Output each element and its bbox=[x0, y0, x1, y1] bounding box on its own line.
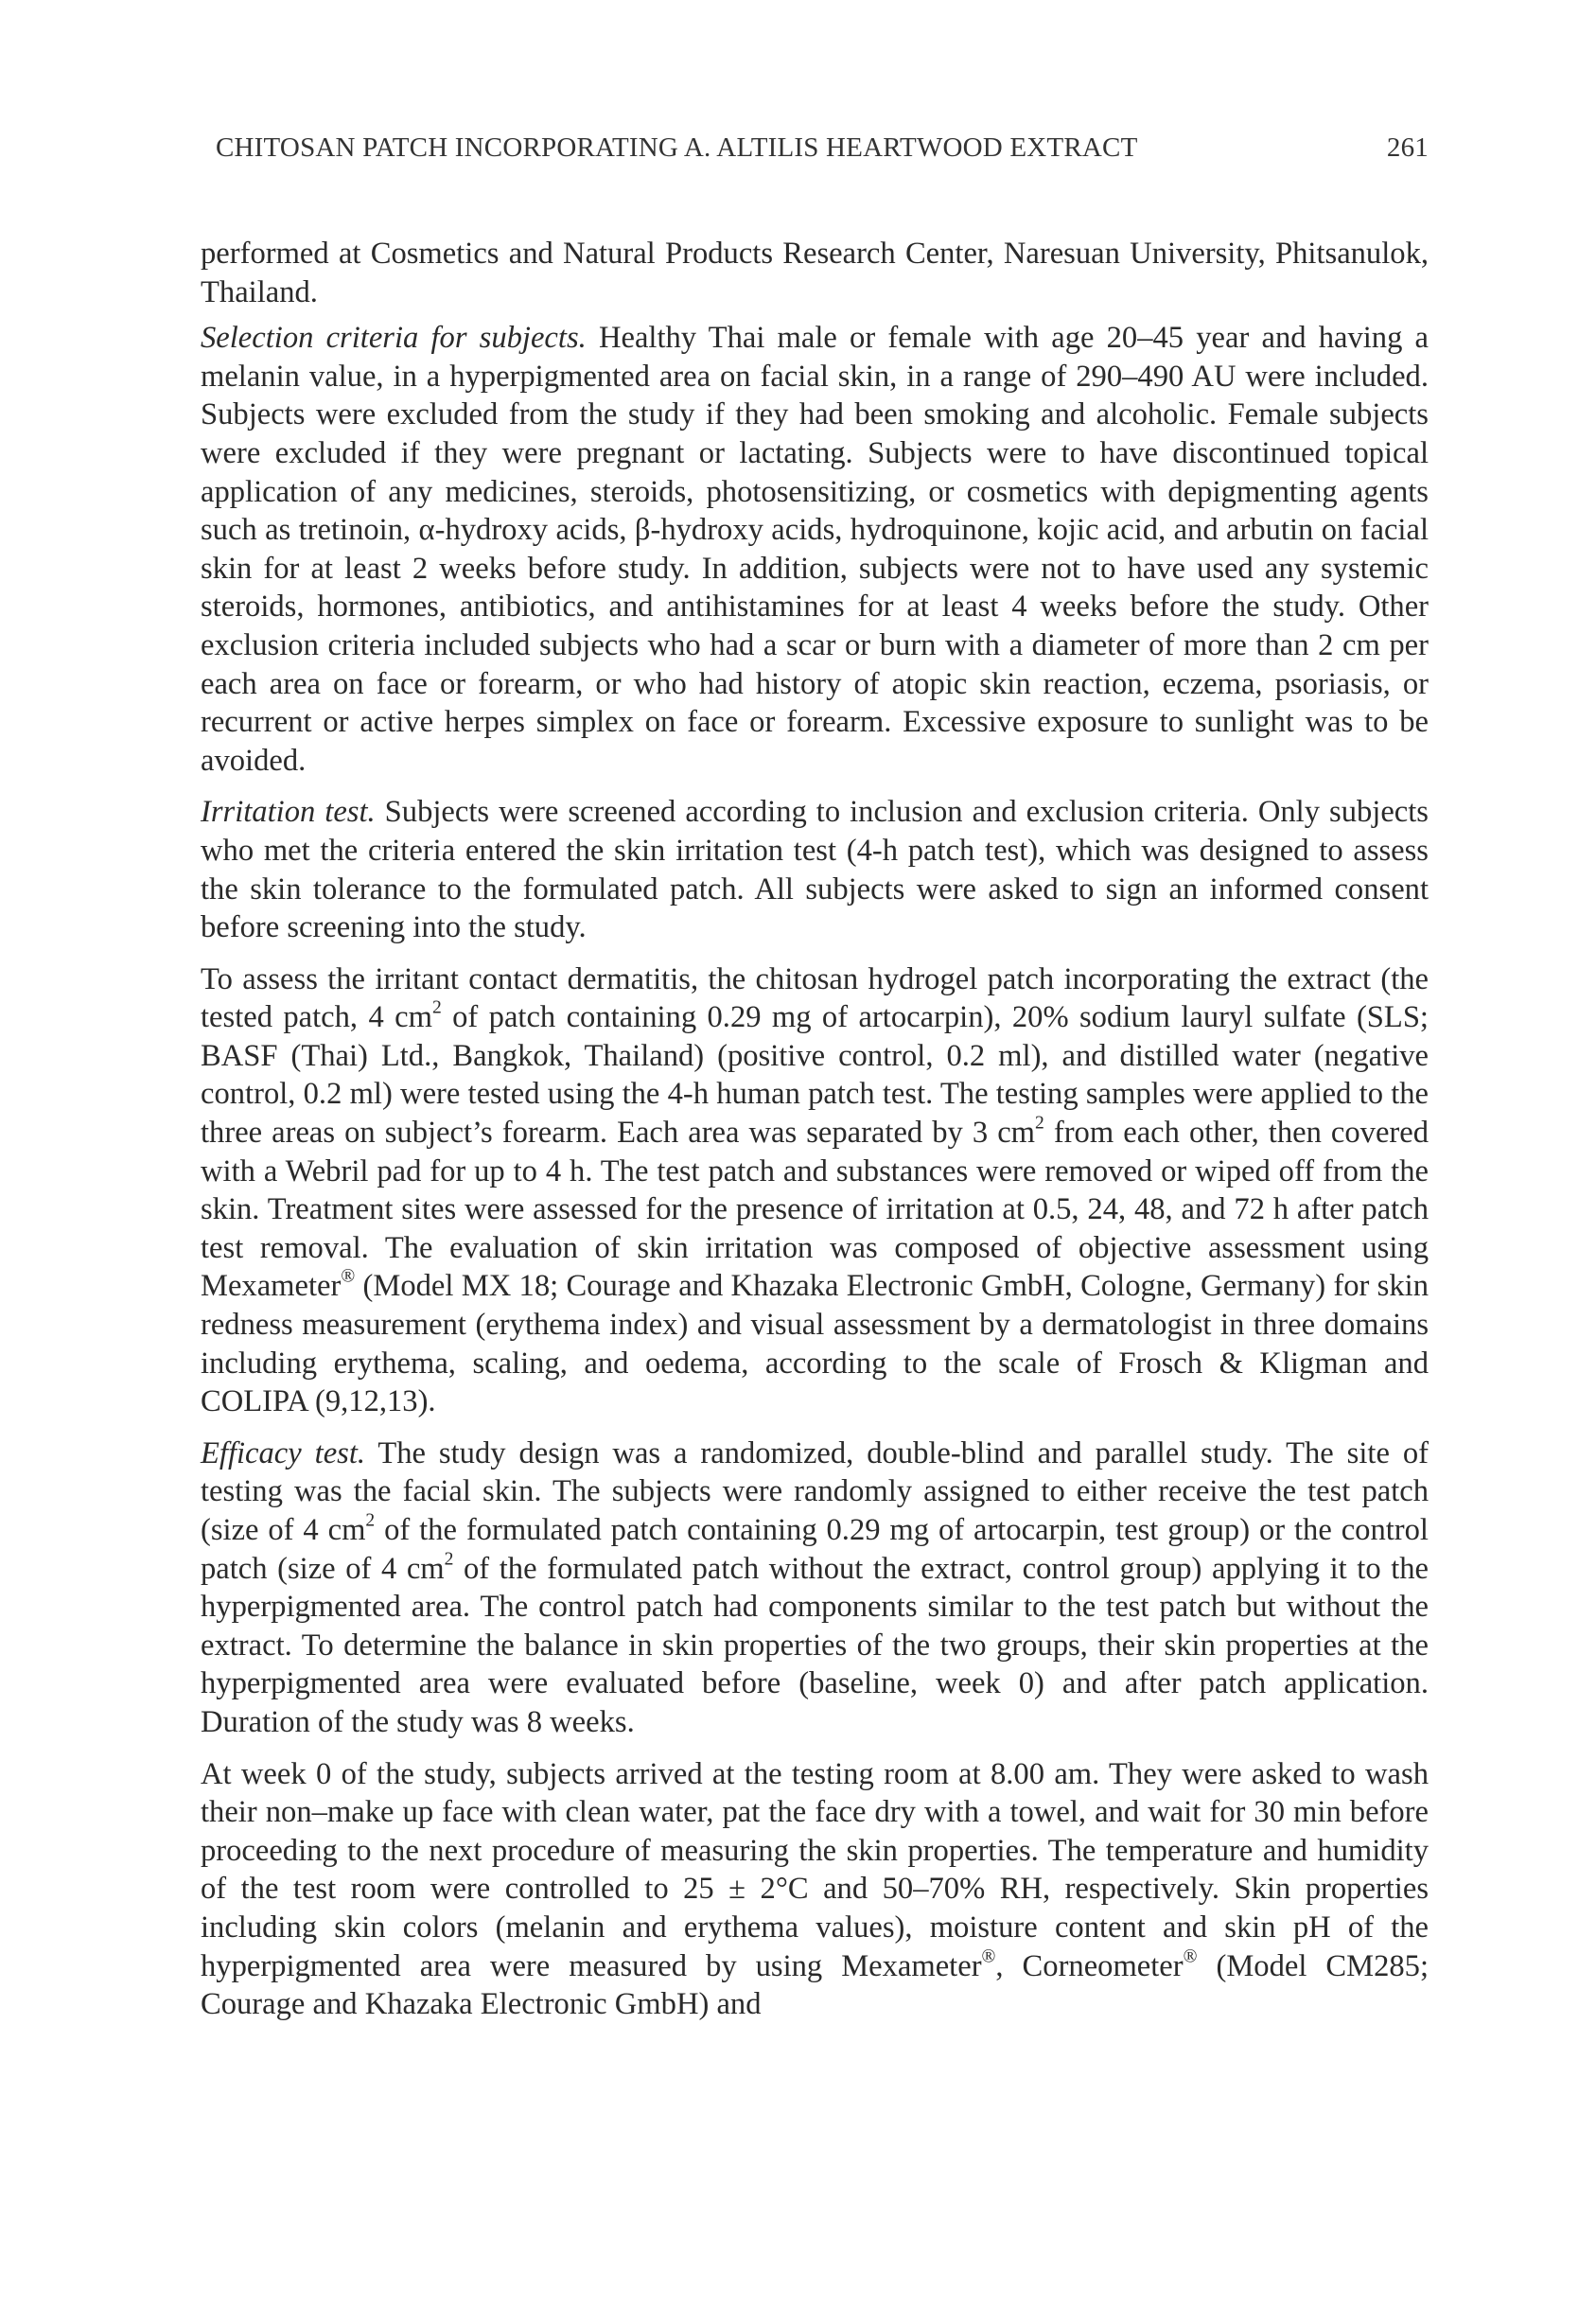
paragraph-text: , Corneometer bbox=[995, 1948, 1184, 1983]
paragraph-text: At week 0 of the study, subjects arrived at the testing room at 8.00 am. They were asked to wash their non–make up face with clean water, pat the face dry with a towel, and wait for 30 min before proceeding to the next procedure of measuring the skin properties. The temperature and humidity of the test room were controlled to 25 ± 2°C and 50–70% RH, respectively. Skin properties including skin colors (melanin and erythema values), moisture content and skin pH of the hyperpigmented area were measured by using Mexameter bbox=[201, 1756, 1429, 1983]
superscript: 2 bbox=[365, 1510, 376, 1531]
run-in-heading: Irritation test. bbox=[201, 795, 376, 830]
running-header bbox=[216, 132, 1429, 170]
superscript: 2 bbox=[444, 1548, 454, 1569]
paragraph-text: Healthy Thai male or female with age 20–45 year and having a melanin value, in a hyperpigmented area on facial skin, in a range of 290–490 AU were included. Subjects were excluded from the study if they had been smoking and alcoholic. Female subjects were excluded if they were pregnant or lactating. Subjects were to have discontinued topical application of any medicines, steroids, photosensitizing, or cosmetics with depigmenting agents such as tretinoin, α-hydroxy acids, β-hydroxy acids, hydroquinone, kojic acid, and arbutin on facial skin for at least 2 weeks before study. In addition, subjects were not to have used any systemic steroids, hormones, antibiotics, and antihistamines for at least 4 weeks before the study. Other exclusion criteria included subjects who had a scar or burn with a diameter of more than 2 cm per each area on face or forearm, or who had history of atopic skin reaction, eczema, psoriasis, or recurrent or active herpes simplex on face or forearm. Excessive exposure to sunlight was to be avoided. bbox=[201, 321, 1429, 778]
running-title: CHITOSAN PATCH INCORPORATING A. ALTILIS HEARTWOOD EXTRACT bbox=[216, 132, 1138, 163]
paragraph-selection-criteria bbox=[201, 319, 1429, 780]
superscript: 2 bbox=[1035, 1113, 1044, 1134]
superscript: ® bbox=[341, 1266, 356, 1287]
superscript: ® bbox=[1183, 1945, 1198, 1966]
paragraph-text: from each other, then covered with a Webril pad for up to 4 h. The test patch and substances were removed or wiped off from the skin. Treatment sites were assessed for the presence of irritation at 0.5, 24, 48, and 72 h after patch test removal. The evaluation of skin irritation was composed of objective assessment using Mexameter bbox=[201, 1116, 1429, 1304]
paragraph-text: of the formulated patch without the extract, control group) applying it to the hyperpigmented area. The control patch had components similar to the test patch but without the extract. To determine the balance in skin properties of the two groups, their skin properties at the hyperpigmented area were evaluated before (baseline, week 0) and after patch application. Duration of the study was 8 weeks. bbox=[201, 1551, 1429, 1739]
paragraph-irritation-test bbox=[201, 793, 1429, 946]
paragraph-irritant-assessment bbox=[201, 960, 1429, 1421]
paragraph-text: of the formulated patch containing 0.29 mg of artocarpin, test group) or the control patch (size of 4 cm bbox=[201, 1513, 1429, 1586]
paragraph-text: (Model CM285; Courage and Khazaka Electronic GmbH) and bbox=[201, 1948, 1429, 2022]
paragraph-text: To assess the irritant contact dermatitis, the chitosan hydrogel patch incorporating the extract (the tested patch, 4 cm bbox=[201, 961, 1429, 1035]
paragraph-efficacy-test bbox=[201, 1435, 1429, 1742]
paragraph-week-zero-procedure bbox=[201, 1755, 1429, 2024]
article-body bbox=[201, 235, 1429, 2037]
paragraph-text: The study design was a randomized, double-blind and parallel study. The site of testing was the facial skin. The subjects were randomly assigned to either receive the test patch (size of 4 cm bbox=[201, 1435, 1429, 1547]
paragraph-text: performed at Cosmetics and Natural Products Research Center, Naresuan University, Phitsanulok, Thailand. bbox=[201, 237, 1429, 309]
run-in-heading: Selection criteria for subjects. bbox=[201, 321, 587, 356]
paragraph-text: of patch containing 0.29 mg of artocarpin), 20% sodium lauryl sulfate (SLS; BASF (Thai) Ltd., Bangkok, Thailand) (positive control, 0.2 ml), and distilled water (negative control, 0.2 ml) were tested using the 4-h human patch test. The testing samples were applied to the three areas on subject’s forearm. Each area was separated by 3 cm bbox=[201, 1000, 1429, 1151]
superscript: 2 bbox=[431, 997, 442, 1018]
page-number: 261 bbox=[1386, 132, 1429, 163]
paragraph-continuation bbox=[201, 235, 1429, 311]
paragraph-text: (Model MX 18; Courage and Khazaka Electronic GmbH, Cologne, Germany) for skin redness measurement (erythema index) and visual assessment by a dermatologist in three domains including erythema, scaling, and oedema, according to the scale of Frosch & Kligman and COLIPA (9,12,13). bbox=[201, 1269, 1429, 1419]
superscript: ® bbox=[981, 1945, 996, 1966]
run-in-heading: Efficacy test. bbox=[201, 1435, 366, 1470]
paragraph-text: Subjects were screened according to inclusion and exclusion criteria. Only subjects who met the criteria entered the skin irritation test (4-h patch test), which was designed to assess the skin tolerance to the formulated patch. All subjects were asked to sign an informed consent before screening into the study. bbox=[201, 795, 1429, 945]
